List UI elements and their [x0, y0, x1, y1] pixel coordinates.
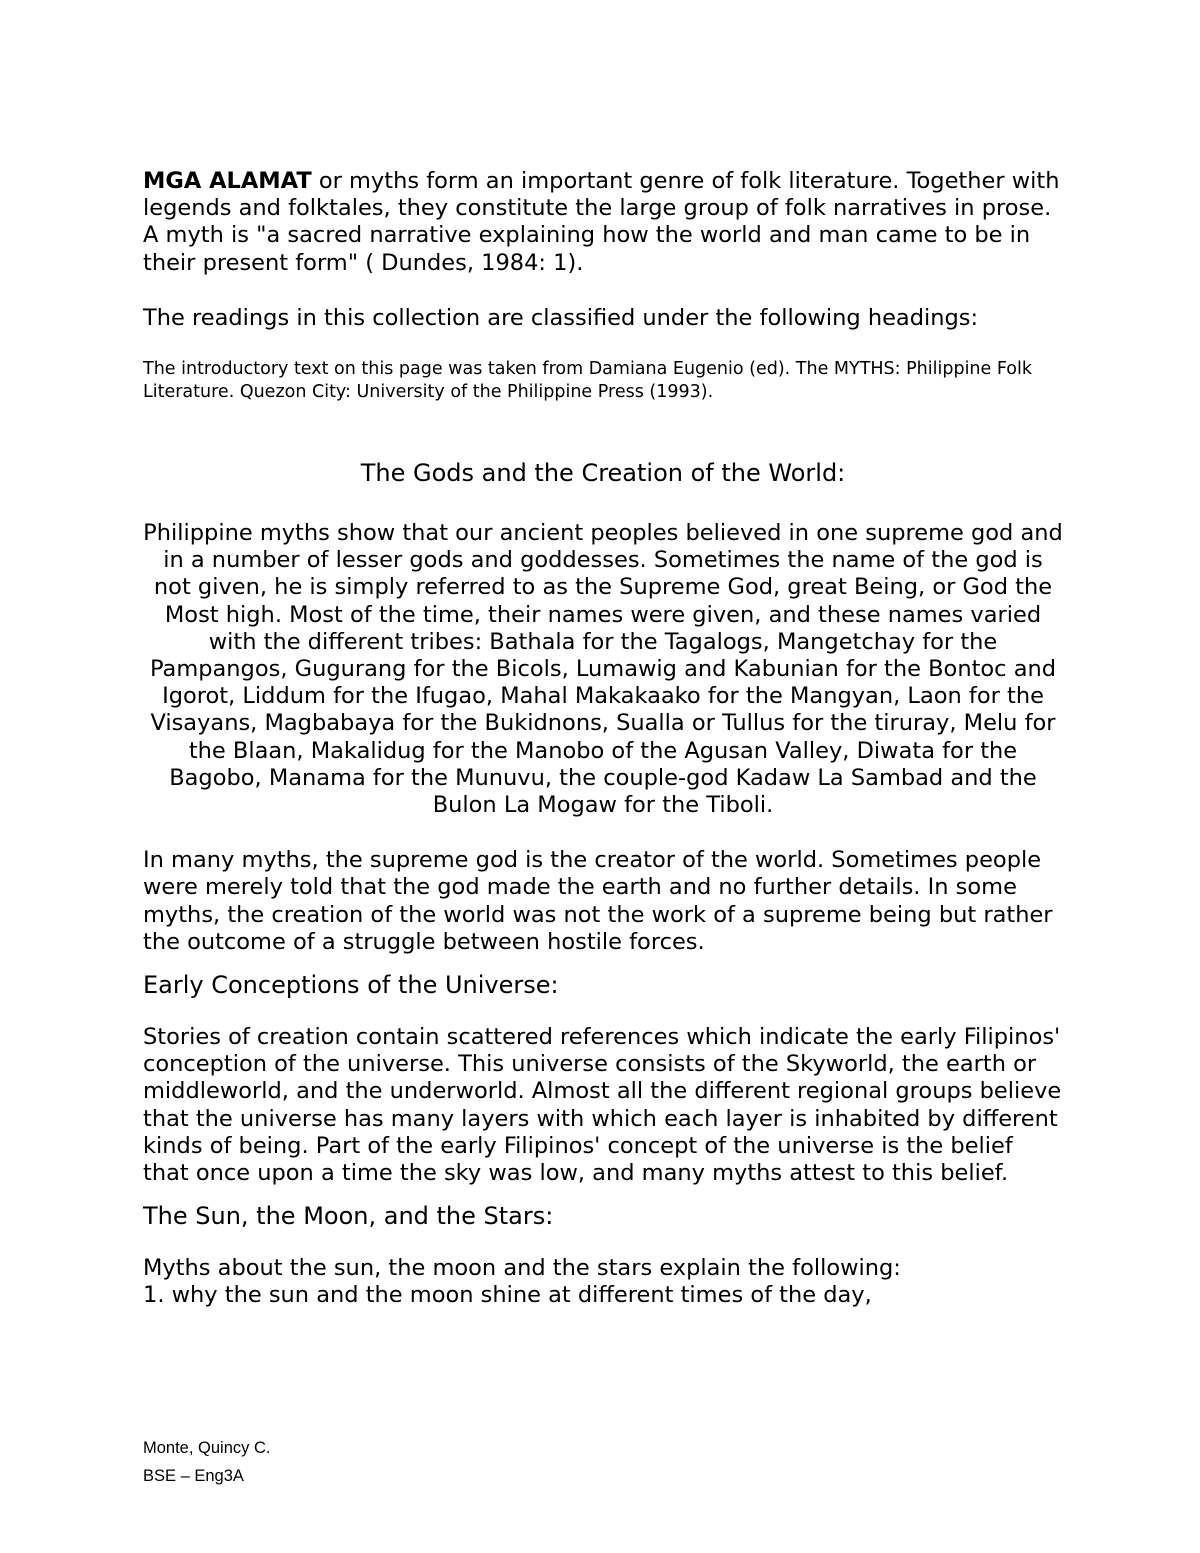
- gods-paragraph-1: Philippine myths show that our ancient peoples believed in one supreme god and in a number of lesser gods and goddesses. Sometimes the name of the god is not given, he is simply referred to as the Supreme God, great Being, or God the Most high. Most of the time, their names were given, and these names varied with the different tribes: Bathala for the Tagalogs, Mangetchay for the Pampangos, Gugurang for the Bicols, Lumawig and Kabunian for the Bontoc and Igorot, Liddum for the Ifugao, Mahal Makakaako for the Mangyan, Laon for the Visayans, Magbabaya for the Bukidnons, Sualla or Tullus for the tiruray, Melu for the Blaan, Makalidug for the Manobo of the Agusan Valley, Diwata for the Bagobo, Manama for the Munuvu, the couple-god Kadaw La Sambad and the Bulon La Mogaw for the Tiboli.: [143, 520, 1063, 819]
- footer-course: BSE – Eng3A: [143, 1467, 244, 1485]
- section-title-sun-moon: The Sun, the Moon, and the Stars:: [143, 1202, 554, 1231]
- footer-author-name: Monte, Quincy C.: [143, 1439, 271, 1457]
- section-title-universe: Early Conceptions of the Universe:: [143, 971, 559, 1000]
- sun-moon-list-item-1: 1. why the sun and the moon shine at different times of the day,: [143, 1282, 872, 1309]
- headings-line: The readings in this collection are classified under the following headings:: [143, 304, 979, 331]
- document-page: [143, 168, 1063, 1310]
- page-footer: [143, 1434, 270, 1490]
- gods-paragraph-2: In many myths, the supreme god is the creator of the world. Sometimes people were merely told that the god made the earth and no further details. In some myths, the creation of the world was not the work of a supreme being but rather the outcome of a struggle between hostile forces.: [143, 847, 1053, 955]
- source-note: The introductory text on this page was taken from Damiana Eugenio (ed). The MYTHS: Philippine Folk Literature. Quezon City: University of the Philippine Press (1993).: [143, 359, 1032, 403]
- section-title-gods: The Gods and the Creation of the World:: [360, 459, 846, 488]
- intro-text: or myths form an important genre of folk literature. Together with legends and folktales, they constitute the large group of folk narratives in prose. A myth is "a sacred narrative explaining how the world and man came to be in their present form" ( Dundes, 1984: 1).: [143, 168, 1060, 276]
- intro-bold-lead: MGA ALAMAT: [143, 168, 312, 194]
- universe-paragraph: Stories of creation contain scattered references which indicate the early Filipinos' conception of the universe. This universe consists of the Skyworld, the earth or middleworld, and the underworld. Almost all the different regional groups believe that the universe has many layers with which each layer is inhabited by different kinds of being. Part of the early Filipinos' concept of the universe is the belief that once upon a time the sky was low, and many myths attest to this belief.: [143, 1024, 1062, 1187]
- sun-moon-intro-line: Myths about the sun, the moon and the stars explain the following:: [143, 1255, 901, 1282]
- intro-paragraph: [143, 168, 1063, 277]
